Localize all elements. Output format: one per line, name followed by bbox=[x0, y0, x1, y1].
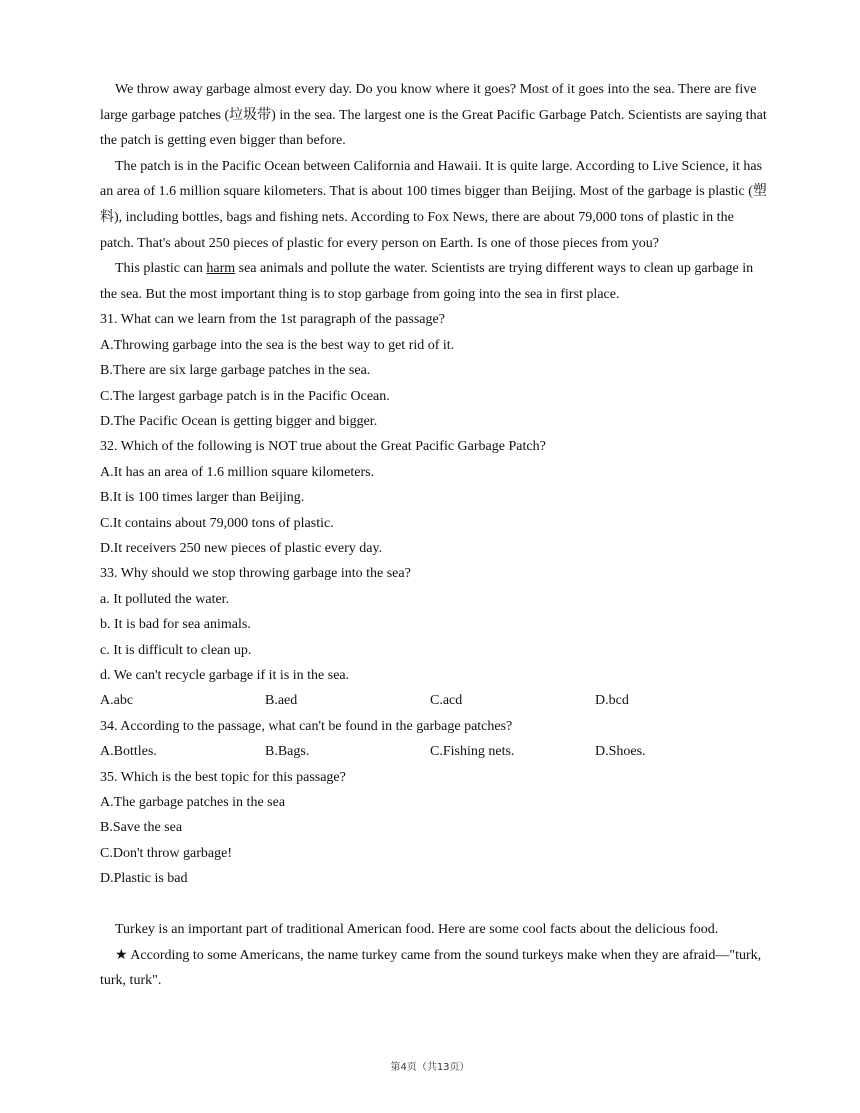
q35-option-b: B.Save the sea bbox=[100, 820, 183, 836]
q35-option-a: A.The garbage patches in the sea bbox=[100, 795, 286, 811]
q33-statement-b: b. It is bad for sea animals. bbox=[100, 617, 251, 633]
q33-option-a: A.abc bbox=[100, 693, 134, 709]
q34-option-b: B.Bags. bbox=[265, 744, 310, 760]
q34-options-row bbox=[100, 739, 768, 764]
q34-option-d: D.Shoes. bbox=[595, 744, 646, 760]
q33-options-row bbox=[100, 688, 768, 713]
question-32: 32. Which of the following is NOT true about the Great Pacific Garbage Patch? bbox=[100, 439, 546, 455]
passage1-paragraph-2: The patch is in the Pacific Ocean between California and Hawaii. It is quite large. According to Live Science, it has an area of 1.6 million square kilometers. That is about 100 times bigger than Beijing. Most of the garbage is plastic (塑料), including bottles, bags and fishing nets. According to Fox News, there are about 79,000 tons of plastic in the patch. That's about 250 pieces of plastic for every person on Earth. Is one of those pieces from you? bbox=[100, 158, 767, 251]
passage2-paragraph-2: ★ According to some Americans, the name turkey came from the sound turkeys make when they are afraid—"turk, turk, turk". bbox=[100, 947, 762, 989]
page-footer: 第4页（共13页） bbox=[390, 1062, 470, 1073]
passage1-paragraph-1: We throw away garbage almost every day. Do you know where it goes? Most of it goes into the sea. There are five large garbage patches (垃圾带) in the sea. The largest one is the Great Pacific Garbage Patch. Scientists are saying that the patch is getting even bigger than before. bbox=[100, 82, 767, 149]
q32-option-b: B.It is 100 times larger than Beijing. bbox=[100, 490, 305, 506]
q31-option-a: A.Throwing garbage into the sea is the best way to get rid of it. bbox=[100, 337, 455, 353]
question-34: 34. According to the passage, what can't be found in the garbage patches? bbox=[100, 718, 513, 734]
underlined-word-harm: harm bbox=[206, 261, 236, 277]
section-gap bbox=[100, 892, 768, 918]
q34-option-c: C.Fishing nets. bbox=[430, 744, 515, 760]
document-page bbox=[100, 77, 768, 994]
question-31: 31. What can we learn from the 1st paragraph of the passage? bbox=[100, 312, 445, 328]
q35-option-c: C.Don't throw garbage! bbox=[100, 845, 232, 861]
q34-option-a: A.Bottles. bbox=[100, 744, 157, 760]
q33-option-b: B.aed bbox=[265, 693, 298, 709]
q33-option-d: D.bcd bbox=[595, 693, 629, 709]
q31-option-d: D.The Pacific Ocean is getting bigger and bigger. bbox=[100, 413, 378, 429]
passage1-paragraph-3: This plastic can harm sea animals and pollute the water. Scientists are trying different ways to clean up garbage in the sea. But the most important thing is to stop garbage from going into the sea in first place. bbox=[100, 261, 754, 302]
q33-statement-d: d. We can't recycle garbage if it is in the sea. bbox=[100, 668, 350, 684]
question-35: 35. Which is the best topic for this passage? bbox=[100, 769, 346, 785]
q33-option-c: C.acd bbox=[430, 693, 463, 709]
q32-option-c: C.It contains about 79,000 tons of plastic. bbox=[100, 515, 334, 531]
q33-statement-c: c. It is difficult to clean up. bbox=[100, 642, 252, 658]
q31-option-c: C.The largest garbage patch is in the Pacific Ocean. bbox=[100, 388, 390, 404]
q35-option-d: D.Plastic is bad bbox=[100, 871, 188, 887]
q32-option-d: D.It receivers 250 new pieces of plastic every day. bbox=[100, 541, 383, 556]
question-33: 33. Why should we stop throwing garbage into the sea? bbox=[100, 566, 411, 582]
q32-option-a: A.It has an area of 1.6 million square kilometers. bbox=[100, 464, 375, 480]
q31-option-b: B.There are six large garbage patches in the sea. bbox=[100, 363, 371, 379]
passage2-paragraph-1: Turkey is an important part of traditional American food. Here are some cool facts about the delicious food. bbox=[115, 922, 719, 938]
q33-statement-a: a. It polluted the water. bbox=[100, 591, 230, 607]
